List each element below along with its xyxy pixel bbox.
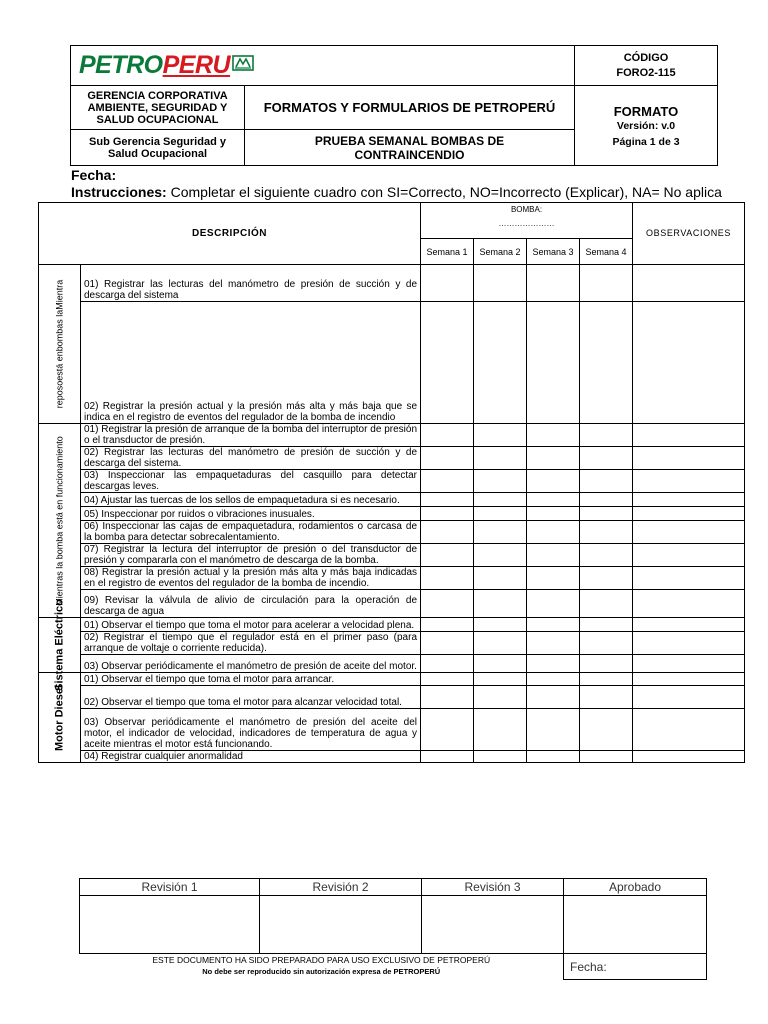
table-row <box>39 751 745 763</box>
week-4-cell[interactable] <box>580 590 633 618</box>
week-1-cell[interactable] <box>421 447 474 470</box>
item-description: 02) Registrar el tiempo que el regulador está en el primer paso (para arranque de voltaje o corriente reducida). <box>81 632 421 655</box>
item-description: 04) Ajustar las tuercas de los sellos de empaquetadura si es necesario. <box>81 493 421 507</box>
week-4-cell[interactable] <box>580 493 633 507</box>
bomba-header <box>421 203 633 239</box>
week-2-cell[interactable] <box>474 424 527 447</box>
week-3-cell[interactable] <box>527 655 580 673</box>
code-label: CÓDIGO <box>623 52 669 64</box>
week-1-cell[interactable] <box>421 751 474 763</box>
table-row <box>39 507 745 521</box>
revision-2-box[interactable] <box>260 896 422 954</box>
item-description: 02) Observar el tiempo que toma el motor para alcanzar velocidad total. <box>81 686 421 709</box>
week-2-cell[interactable] <box>474 655 527 673</box>
week-2-cell[interactable] <box>474 751 527 763</box>
section-label: reposoestá enbombas laMientra <box>54 279 64 409</box>
petroperu-emblem-icon <box>232 55 254 71</box>
document-title: FORMATOS Y FORMULARIOS DE PETROPERÚ <box>245 86 575 130</box>
item-description: 03) Observar periódicamente el manómetro de presión del aceite del motor, el indicador de velocidad, indicadores de temperatura de agua y aceite mientras el motor está funcionando. <box>81 709 421 751</box>
instructions-label: Instrucciones: <box>71 184 167 200</box>
observations-cell[interactable] <box>633 673 745 686</box>
table-row <box>39 655 745 673</box>
item-description: 01) Observar el tiempo que toma el motor para arrancar. <box>81 673 421 686</box>
week-4-header: Semana 4 <box>580 239 633 265</box>
week-2-cell[interactable] <box>474 673 527 686</box>
week-2-header: Semana 2 <box>474 239 527 265</box>
observations-cell[interactable] <box>633 447 745 470</box>
observations-cell[interactable] <box>633 709 745 751</box>
table-row <box>39 424 745 447</box>
logo-cell <box>71 46 575 86</box>
week-4-cell[interactable] <box>580 618 633 632</box>
table-row <box>39 470 745 493</box>
document-header <box>70 45 718 166</box>
section-label: Motor Diesel <box>53 684 65 751</box>
table-row <box>39 265 745 302</box>
week-4-cell[interactable] <box>580 302 633 424</box>
table-row <box>39 521 745 544</box>
week-4-cell[interactable] <box>580 673 633 686</box>
section-label-cell <box>39 424 81 618</box>
code-value: FORO2-115 <box>616 67 676 79</box>
observations-cell[interactable] <box>633 424 745 447</box>
week-4-cell[interactable] <box>580 709 633 751</box>
item-description: 09) Revisar la válvula de alivio de circulación para la operación de descarga de agua <box>81 590 421 618</box>
section-label: Mientras la bomba está en funcionamiento <box>54 435 64 606</box>
inspection-rows <box>39 265 745 763</box>
code-cell <box>575 46 718 86</box>
week-3-cell[interactable] <box>527 470 580 493</box>
format-cell <box>575 86 718 166</box>
section-label: Sistema Eléctrico <box>53 599 65 691</box>
week-3-cell[interactable] <box>527 447 580 470</box>
approval-date-field[interactable]: Fecha: <box>564 954 707 980</box>
week-2-cell[interactable] <box>474 544 527 567</box>
week-2-cell[interactable] <box>474 567 527 590</box>
item-description: 01) Registrar las lecturas del manómetro de presión de succión y de descarga del sistema <box>81 265 421 302</box>
week-3-cell[interactable] <box>527 507 580 521</box>
petroperu-logo: PETROPERU <box>79 51 231 79</box>
section-label-cell <box>39 599 81 691</box>
week-4-cell[interactable] <box>580 544 633 567</box>
table-row <box>39 709 745 751</box>
inspection-table <box>38 202 745 763</box>
item-description: 08) Registrar la presión actual y la presión más alta y más baja indicadas en el registro de eventos del regulador de la bomba de incendio. <box>81 567 421 590</box>
week-1-cell[interactable] <box>421 302 474 424</box>
table-row <box>39 567 745 590</box>
revision-1-header: Revisión 1 <box>80 879 260 896</box>
item-description: 03) Inspeccionar las empaquetaduras del casquillo para detectar descargas leves. <box>81 470 421 493</box>
week-3-cell[interactable] <box>527 590 580 618</box>
week-4-cell[interactable] <box>580 655 633 673</box>
week-2-cell[interactable] <box>474 709 527 751</box>
week-3-cell[interactable] <box>527 302 580 424</box>
week-3-cell[interactable] <box>527 751 580 763</box>
week-4-cell[interactable] <box>580 632 633 655</box>
observations-cell[interactable] <box>633 265 745 302</box>
section-label-cell <box>39 673 81 763</box>
approved-header: Aprobado <box>564 879 707 896</box>
footer-line-2: No debe ser reproducido sin autorización expresa de PETROPERÚ <box>202 966 441 976</box>
table-row <box>39 618 745 632</box>
week-4-cell[interactable] <box>580 507 633 521</box>
format-label: FORMATO <box>613 103 679 119</box>
week-4-cell[interactable] <box>580 521 633 544</box>
week-2-cell[interactable] <box>474 470 527 493</box>
observations-cell[interactable] <box>633 302 745 424</box>
observations-cell[interactable] <box>633 655 745 673</box>
observations-cell[interactable] <box>633 567 745 590</box>
revision-3-header: Revisión 3 <box>422 879 564 896</box>
revision-3-box[interactable] <box>422 896 564 954</box>
approved-box[interactable] <box>564 896 707 954</box>
item-description: 02) Registrar las lecturas del manómetro de presión de succión y de descarga del sistema. <box>81 447 421 470</box>
week-3-cell[interactable] <box>527 618 580 632</box>
table-row <box>39 544 745 567</box>
revision-table <box>79 878 707 980</box>
week-1-cell[interactable] <box>421 521 474 544</box>
week-3-cell[interactable] <box>527 424 580 447</box>
week-4-cell[interactable] <box>580 470 633 493</box>
item-description: 05) Inspeccionar por ruidos o vibraciones inusuales. <box>81 507 421 521</box>
week-2-cell[interactable] <box>474 265 527 302</box>
week-4-cell[interactable] <box>580 447 633 470</box>
table-row <box>39 632 745 655</box>
footer-notice <box>80 954 564 980</box>
observations-cell[interactable] <box>633 590 745 618</box>
bomba-blank: ………………… <box>498 219 555 228</box>
table-row <box>39 493 745 507</box>
instructions-text: Completar el siguiente cuadro con SI=Correcto, NO=Incorrecto (Explicar), NA= No aplica <box>166 184 722 200</box>
item-description: 02) Registrar la presión actual y la presión más alta y más baja que se indica en el registro de eventos del regulador de la bomba de incendio <box>81 302 421 424</box>
week-4-cell[interactable] <box>580 686 633 709</box>
week-3-cell[interactable] <box>527 686 580 709</box>
week-3-cell[interactable] <box>527 632 580 655</box>
week-2-cell[interactable] <box>474 590 527 618</box>
week-4-cell[interactable] <box>580 424 633 447</box>
item-description: 04) Registrar cualquier anormalidad <box>81 751 421 763</box>
description-header: DESCRIPCIÓN <box>39 203 421 265</box>
week-2-cell[interactable] <box>474 507 527 521</box>
observations-cell[interactable] <box>633 544 745 567</box>
instructions <box>71 184 722 200</box>
week-4-cell[interactable] <box>580 567 633 590</box>
week-1-cell[interactable] <box>421 673 474 686</box>
week-3-cell[interactable] <box>527 709 580 751</box>
week-4-cell[interactable] <box>580 751 633 763</box>
observations-cell[interactable] <box>633 751 745 763</box>
week-3-cell[interactable] <box>527 265 580 302</box>
revision-1-box[interactable] <box>80 896 260 954</box>
week-1-cell[interactable] <box>421 709 474 751</box>
week-1-cell[interactable] <box>421 567 474 590</box>
week-1-cell[interactable] <box>421 470 474 493</box>
week-4-cell[interactable] <box>580 265 633 302</box>
revision-2-header: Revisión 2 <box>260 879 422 896</box>
observations-cell[interactable] <box>633 493 745 507</box>
document-subtitle: PRUEBA SEMANAL BOMBAS DE CONTRAINCENDIO <box>245 130 575 166</box>
observations-cell[interactable] <box>633 507 745 521</box>
week-1-cell[interactable] <box>421 618 474 632</box>
table-row <box>39 447 745 470</box>
bomba-label: BOMBA: <box>510 205 543 214</box>
week-1-cell[interactable] <box>421 507 474 521</box>
table-row <box>39 302 745 424</box>
item-description: 01) Observar el tiempo que toma el motor para acelerar a velocidad plena. <box>81 618 421 632</box>
week-1-cell[interactable] <box>421 655 474 673</box>
version-label: Versión: v.0 <box>616 119 676 132</box>
item-description: 07) Registrar la lectura del interruptor de presión o del transductor de presión y compararla con el manómetro de descarga de la bomba. <box>81 544 421 567</box>
item-description: 03) Observar periódicamente el manómetro de presión de aceite del motor. <box>81 655 421 673</box>
week-1-cell[interactable] <box>421 424 474 447</box>
week-1-cell[interactable] <box>421 265 474 302</box>
observations-cell[interactable] <box>633 470 745 493</box>
week-1-cell[interactable] <box>421 493 474 507</box>
gerencia-label: GERENCIA CORPORATIVA AMBIENTE, SEGURIDAD Y SALUD OCUPACIONAL <box>71 86 245 130</box>
week-2-cell[interactable] <box>474 632 527 655</box>
week-3-cell[interactable] <box>527 544 580 567</box>
week-3-header: Semana 3 <box>527 239 580 265</box>
week-1-header: Semana 1 <box>421 239 474 265</box>
week-2-cell[interactable] <box>474 686 527 709</box>
week-3-cell[interactable] <box>527 567 580 590</box>
item-description: 01) Registrar la presión de arranque de la bomba del interruptor de presión o el transductor de presión. <box>81 424 421 447</box>
observations-cell[interactable] <box>633 686 745 709</box>
page-number: Página 1 de 3 <box>612 135 680 148</box>
week-3-cell[interactable] <box>527 493 580 507</box>
observations-cell[interactable] <box>633 618 745 632</box>
week-3-cell[interactable] <box>527 521 580 544</box>
week-2-cell[interactable] <box>474 521 527 544</box>
table-row <box>39 590 745 618</box>
item-description: 06) Inspeccionar las cajas de empaquetadura, rodamientos o carcasa de la bomba para detectar sobrecalentamiento. <box>81 521 421 544</box>
subgerencia-label: Sub Gerencia Seguridad y Salud Ocupacional <box>71 130 245 166</box>
week-1-cell[interactable] <box>421 686 474 709</box>
footer-line-1: ESTE DOCUMENTO HA SIDO PREPARADO PARA USO EXCLUSIVO DE PETROPERÚ <box>152 954 491 965</box>
observations-header: OBSERVACIONES <box>633 203 745 265</box>
table-row <box>39 686 745 709</box>
week-1-cell[interactable] <box>421 590 474 618</box>
week-2-cell[interactable] <box>474 618 527 632</box>
week-2-cell[interactable] <box>474 493 527 507</box>
fecha-label: Fecha: <box>71 167 117 183</box>
week-3-cell[interactable] <box>527 673 580 686</box>
observations-cell[interactable] <box>633 632 745 655</box>
observations-cell[interactable] <box>633 521 745 544</box>
week-1-cell[interactable] <box>421 544 474 567</box>
week-2-cell[interactable] <box>474 302 527 424</box>
table-row <box>39 673 745 686</box>
section-label-cell <box>39 265 81 424</box>
week-1-cell[interactable] <box>421 632 474 655</box>
week-2-cell[interactable] <box>474 447 527 470</box>
